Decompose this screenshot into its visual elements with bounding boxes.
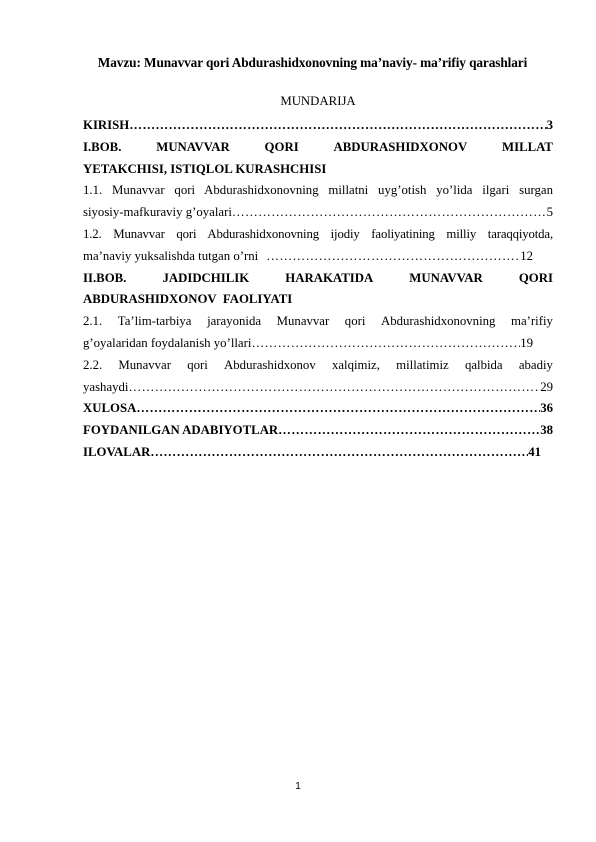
chapter-word: QORI xyxy=(264,139,299,154)
toc-entry-label: ILOVALAR xyxy=(83,444,151,459)
section-word: qalbida xyxy=(464,357,503,372)
toc-page-number: 36 xyxy=(540,401,553,416)
table-of-contents xyxy=(83,115,553,464)
toc-entry-chapter-2[interactable] xyxy=(83,268,553,312)
chapter-word: ABDURASHIDXONOV xyxy=(333,139,468,154)
toc-heading: MUNDARIJA xyxy=(280,94,356,108)
chapter-word: I.BOB. xyxy=(83,139,122,154)
toc-page-number: 12 xyxy=(520,248,533,263)
chapter-2-title-line xyxy=(83,268,553,290)
chapter-word: JADIDCHILIK xyxy=(162,270,250,285)
dot-leader xyxy=(150,442,528,464)
section-word: 2.1. xyxy=(83,314,103,329)
section-word: Ta’lim-tarbiya xyxy=(117,314,192,329)
section-word: Munavvar xyxy=(118,357,171,372)
toc-entry-label: siyosiy-mafkuraviy g’oyalari xyxy=(83,205,232,220)
document-title: Mavzu: Munavvar qori Abdurashidxonovning ma’naviy- ma’rifiy qarashlari xyxy=(97,55,528,70)
chapter-1-title-continuation: YETAKCHISI, ISTIQLOL KURASHCHISI xyxy=(83,161,327,176)
toc-entry-label: g’oyalaridan foydalanish yo’llari xyxy=(83,335,252,350)
section-title-line: 1.2. Munavvar qori Abdurashidxonovning ijodiy faoliyatining milliy taraqqiyotda, xyxy=(83,226,553,241)
section-word: 2.2. xyxy=(83,357,103,372)
toc-page-number: 3 xyxy=(546,118,553,132)
chapter-word: MUNAVVAR xyxy=(409,270,483,285)
section-word: jarayonida xyxy=(207,314,262,329)
dot-leader xyxy=(278,420,540,442)
section-title-last-line xyxy=(83,246,553,268)
toc-entry-label: FOYDANILGAN ADABIYOTLAR xyxy=(83,423,279,438)
chapter-2-title-continuation: ABDURASHIDXONOV FAOLIYATI xyxy=(83,292,293,307)
toc-entry-label: yashaydi xyxy=(83,379,129,394)
page-number: 1 xyxy=(295,781,301,792)
toc-entry-ilovalar[interactable] xyxy=(83,442,553,464)
section-word: millatimiz xyxy=(396,357,449,372)
chapter-word: II.BOB. xyxy=(83,270,127,285)
toc-entry-section-1-1[interactable] xyxy=(83,180,553,224)
dot-leader xyxy=(251,333,520,355)
toc-entry-label: ma’naviy yuksalishda tutgan o’rni xyxy=(83,248,259,263)
section-word: xalqimiz, xyxy=(331,357,380,372)
section-word: Munavvar xyxy=(276,314,330,329)
toc-page-number: 5 xyxy=(546,205,553,220)
section-word: abadiy xyxy=(518,357,553,372)
section-word: ma’rifiy xyxy=(511,314,553,329)
toc-entry-section-1-2[interactable] xyxy=(83,224,553,268)
toc-entry-section-2-2[interactable] xyxy=(83,355,553,399)
section-word: qori xyxy=(344,314,366,329)
section-title-last-line xyxy=(83,333,553,355)
toc-page-number: 29 xyxy=(540,379,553,394)
dot-leader xyxy=(266,246,520,268)
section-title-last-line xyxy=(83,202,553,224)
dot-leader xyxy=(136,398,540,420)
toc-entry-kirish[interactable] xyxy=(83,115,553,137)
chapter-1-title-line xyxy=(83,137,553,159)
toc-entry-label: KIRISH xyxy=(83,118,130,132)
section-word: qori xyxy=(187,357,208,372)
chapter-word: MUNAVVAR xyxy=(156,139,230,154)
section-word: Abdurashidxonov xyxy=(224,357,316,372)
section-title-line xyxy=(83,355,553,377)
section-title-line: 1.1. Munavvar qori Abdurashidxonovning millatni uyg’otish yo’lida ilgari surgan xyxy=(83,183,553,198)
dot-leader xyxy=(129,377,541,399)
toc-entry-chapter-1[interactable] xyxy=(83,137,553,181)
toc-entry-label: XULOSA xyxy=(83,401,137,416)
chapter-word: MILLAT xyxy=(502,139,553,154)
dot-leader xyxy=(129,115,546,137)
section-word: Abdurashidxonovning xyxy=(380,314,496,329)
section-title-line xyxy=(83,311,553,333)
chapter-word: QORI xyxy=(518,270,553,285)
toc-entry-xulosa[interactable] xyxy=(83,398,553,420)
chapter-word: HARAKATIDA xyxy=(285,270,374,285)
toc-entry-foydanilgan-adabiyotlar[interactable] xyxy=(83,420,553,442)
toc-page-number: 38 xyxy=(540,423,553,438)
dot-leader xyxy=(232,202,547,224)
toc-page-number: 41 xyxy=(528,444,541,459)
toc-page-number: 19 xyxy=(520,335,533,350)
section-title-last-line xyxy=(83,377,553,399)
toc-entry-section-2-1[interactable] xyxy=(83,311,553,355)
